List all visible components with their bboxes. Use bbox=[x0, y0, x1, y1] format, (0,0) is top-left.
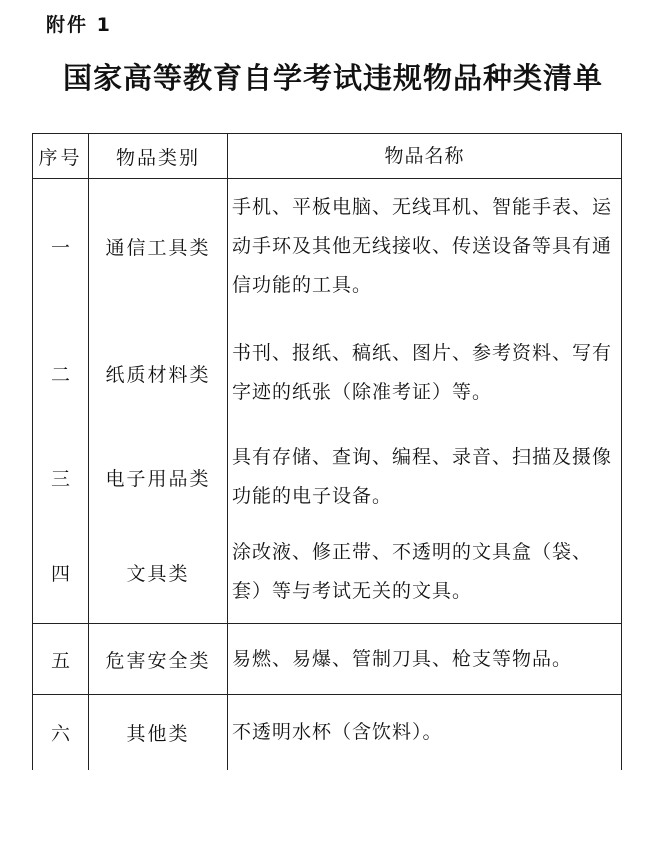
header-item-names: 物品名称 bbox=[228, 134, 622, 179]
row-category: 危害安全类 bbox=[89, 624, 228, 695]
table-header-row bbox=[33, 134, 622, 179]
row-items: 具有存储、查询、编程、录音、扫描及摄像功能的电子设备。 bbox=[228, 433, 622, 521]
table-row bbox=[33, 313, 622, 433]
row-number: 四 bbox=[33, 521, 89, 624]
row-category: 其他类 bbox=[89, 695, 228, 771]
row-number: 三 bbox=[33, 433, 89, 521]
row-number: 五 bbox=[33, 624, 89, 695]
row-number: 一 bbox=[33, 179, 89, 314]
row-items: 涂改液、修正带、不透明的文具盒（袋、套）等与考试无关的文具。 bbox=[228, 521, 622, 624]
page-title: 国家高等教育自学考试违规物品种类清单 bbox=[62, 61, 603, 95]
header-category: 物品类别 bbox=[89, 134, 228, 179]
row-category: 通信工具类 bbox=[89, 179, 228, 314]
row-category: 电子用品类 bbox=[89, 433, 228, 521]
row-items: 不透明水杯（含饮料）。 bbox=[228, 695, 622, 771]
row-number: 六 bbox=[33, 695, 89, 771]
table-row bbox=[33, 179, 622, 314]
prohibited-items-table bbox=[32, 133, 622, 770]
row-category: 纸质材料类 bbox=[89, 313, 228, 433]
table-row bbox=[33, 521, 622, 624]
row-items: 手机、平板电脑、无线耳机、智能手表、运动手环及其他无线接收、传送设备等具有通信功能的工具。 bbox=[228, 179, 622, 314]
row-category: 文具类 bbox=[89, 521, 228, 624]
row-items: 书刊、报纸、稿纸、图片、参考资料、写有字迹的纸张（除准考证）等。 bbox=[228, 313, 622, 433]
attachment-label: 附件 1 bbox=[46, 14, 112, 36]
row-items: 易燃、易爆、管制刀具、枪支等物品。 bbox=[228, 624, 622, 695]
table-row bbox=[33, 695, 622, 771]
table-row bbox=[33, 624, 622, 695]
row-number: 二 bbox=[33, 313, 89, 433]
table-row bbox=[33, 433, 622, 521]
header-number: 序号 bbox=[33, 134, 89, 179]
